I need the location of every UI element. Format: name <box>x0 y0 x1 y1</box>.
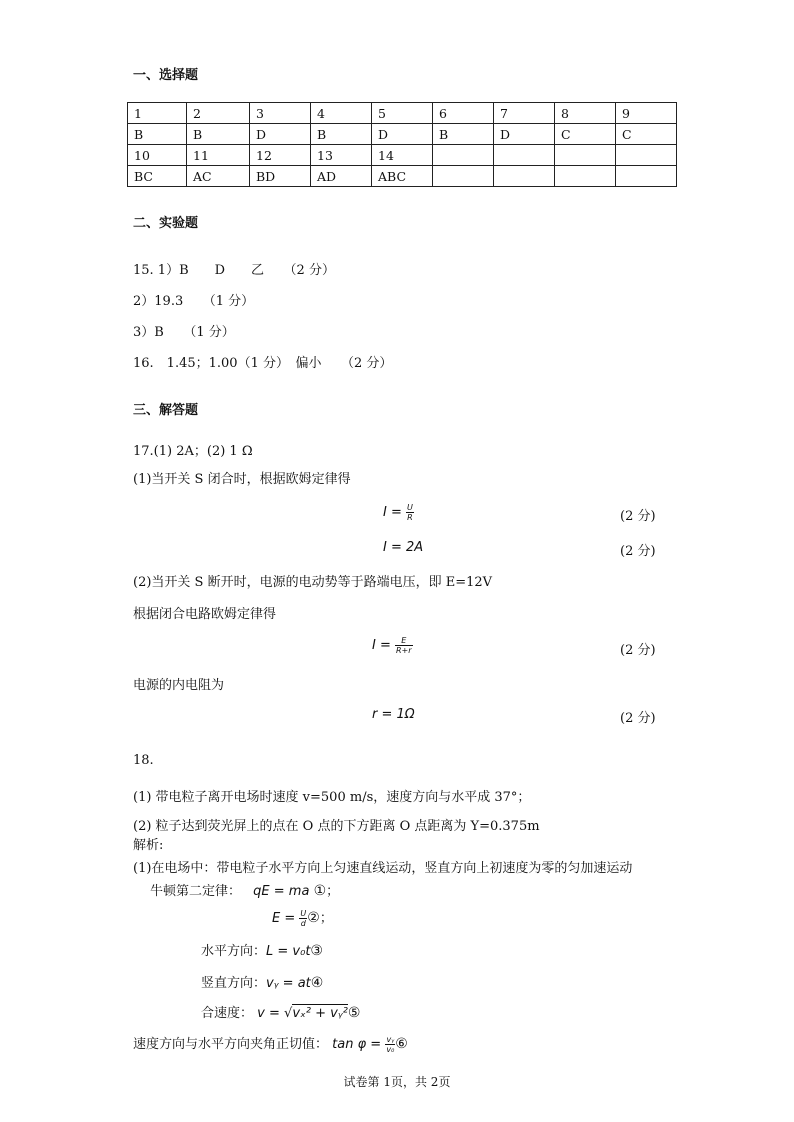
answer-table-cell: BD <box>250 166 311 187</box>
q17-line4: 电源的内电阻为 <box>133 678 225 693</box>
answer-table-cell: 7 <box>494 103 555 124</box>
answer-table-row <box>128 103 677 124</box>
answer-table-cell: B <box>433 124 494 145</box>
answer-table-row <box>128 145 677 166</box>
answer-table-cell: C <box>616 124 677 145</box>
answer-table-cell <box>555 166 616 187</box>
eq1-fraction <box>406 503 414 522</box>
q18-horizontal <box>201 940 323 959</box>
q17-eq3 <box>372 636 413 655</box>
tangent-num: vᵧ <box>386 1035 395 1044</box>
answer-table-cell <box>494 145 555 166</box>
q18-answer1: (1) 带电粒子离开电场时速度 v=500 m/s，速度方向与水平成 37°； <box>133 790 531 805</box>
answer-table-cell: ABC <box>372 166 433 187</box>
q18-field <box>272 907 333 928</box>
q17-line1: (1)当开关 S 闭合时，根据欧姆定律得 <box>133 472 351 487</box>
answer-table-cell: B <box>128 124 187 145</box>
section-heading-choice: 一、选择题 <box>133 68 199 83</box>
answer-table-cell: 9 <box>616 103 677 124</box>
mark-circled-1: ① <box>313 883 327 899</box>
page-footer: 试卷第 1页，共 2页 <box>343 1075 451 1089</box>
answer-table-cell: C <box>555 124 616 145</box>
answer-table-cell: 10 <box>128 145 187 166</box>
mark-circled-4: ④ <box>310 975 324 991</box>
answer-table-row <box>128 124 677 145</box>
answer-table-cell: 12 <box>250 145 311 166</box>
combined-radicand: vₓ² + vᵧ² <box>292 1006 348 1021</box>
answer-table-cell: 11 <box>187 145 250 166</box>
answer-table-cell: 1 <box>128 103 187 124</box>
q18-newton <box>150 880 339 899</box>
q18-answer2: (2) 粒子达到荧光屏上的点在 O 点的下方距离 O 点距离为 Y=0.375m <box>133 819 540 834</box>
eq3-fraction <box>395 636 413 655</box>
q17-score1: (2 分) <box>620 509 656 524</box>
field-den: d <box>300 919 306 928</box>
q18-line1: (1)在电场中：带电粒子水平方向上匀速直线运动，竖直方向上初速度为零的匀加速运动 <box>133 861 633 876</box>
answer-table-cell: 4 <box>311 103 372 124</box>
q17-eq4: r = 1Ω <box>372 707 415 722</box>
answer-table-cell: 8 <box>555 103 616 124</box>
answer-table-cell <box>616 166 677 187</box>
answer-table-cell: B <box>311 124 372 145</box>
q17-score4: (2 分) <box>620 711 656 726</box>
answer-table-cell: 3 <box>250 103 311 124</box>
tangent-lhs: tan φ = <box>332 1037 382 1052</box>
mark-circled-3: ③ <box>310 943 323 959</box>
q18-combined: 合速度： v = √vₓ² + vᵧ²⑤ <box>201 1005 361 1021</box>
q17-score2: (2 分) <box>620 544 656 559</box>
answer-table-cell: D <box>372 124 433 145</box>
answer-table-cell <box>433 145 494 166</box>
answer-table-cell <box>494 166 555 187</box>
q17-eq2: I = 2A <box>383 540 424 555</box>
q17-eq1 <box>383 503 414 522</box>
tangent-fraction <box>385 1035 395 1054</box>
section-heading-solution: 三、解答题 <box>133 403 199 418</box>
answer-table-cell <box>433 166 494 187</box>
answer-table-cell <box>616 145 677 166</box>
q15-part3: 3）B （1 分） <box>133 325 235 340</box>
answer-table-cell: D <box>494 124 555 145</box>
q17-answer: 17.(1) 2A；(2) 1 Ω <box>133 444 253 459</box>
q18-analysis-label: 解析: <box>133 838 164 853</box>
q18-tangent <box>133 1033 408 1054</box>
newton-label: 牛顿第二定律： <box>150 884 242 899</box>
eq1-den: R <box>407 513 413 522</box>
q15-part2: 2）19.3 （1 分） <box>133 294 255 309</box>
q17-score3: (2 分) <box>620 643 656 658</box>
mark-circled-6: ⑥ <box>395 1036 408 1052</box>
q15-part1: 15. 1）B D 乙 （2 分） <box>133 263 335 278</box>
mark2-tail: ； <box>319 911 333 926</box>
answer-table-cell: D <box>250 124 311 145</box>
answer-table-cell <box>555 145 616 166</box>
q18-number: 18. <box>133 753 154 768</box>
q17-line3: 根据闭合电路欧姆定律得 <box>133 607 277 622</box>
field-num: U <box>300 909 307 918</box>
answer-table-cell: BC <box>128 166 187 187</box>
answer-table-cell: AD <box>311 166 372 187</box>
answer-table-cell: 13 <box>311 145 372 166</box>
horizontal-equation: L = v₀t <box>266 944 311 959</box>
mark-circled-5: ⑤ <box>347 1005 361 1021</box>
combined-lhs: v = <box>257 1006 280 1021</box>
answer-table-cell: 14 <box>372 145 433 166</box>
eq3-num: E <box>395 636 413 646</box>
vertical-equation: vᵧ = at <box>266 976 311 991</box>
q18-vertical <box>201 972 323 991</box>
field-lhs: E = <box>272 911 296 926</box>
horizontal-label: 水平方向： <box>201 944 267 959</box>
mark1-tail: ； <box>326 884 340 899</box>
combined-label: 合速度： <box>201 1006 254 1021</box>
tangent-label: 速度方向与水平方向夹角正切值： <box>133 1037 329 1052</box>
answer-table-cell: 2 <box>187 103 250 124</box>
answer-table-row <box>128 166 677 187</box>
answer-table <box>127 102 677 187</box>
newton-equation: qE = ma <box>253 884 310 899</box>
tangent-den: v₀ <box>386 1045 395 1054</box>
mark-circled-2: ② <box>307 910 320 926</box>
answer-table-cell: 6 <box>433 103 494 124</box>
eq3-den: R+r <box>396 646 412 655</box>
q16-answer: 16. 1.45；1.00（1 分） 偏小 （2 分） <box>133 356 393 371</box>
eq1-num: U <box>407 503 413 512</box>
answer-table-cell: 5 <box>372 103 433 124</box>
vertical-label: 竖直方向： <box>201 976 267 991</box>
section-heading-experiment: 二、实验题 <box>133 216 199 231</box>
eq3-lhs: I = <box>372 638 391 653</box>
q17-line2: (2)当开关 S 断开时，电源的电动势等于路端电压，即 E=12V <box>133 575 493 590</box>
answer-table-cell: B <box>187 124 250 145</box>
eq1-lhs: I = <box>383 505 402 520</box>
answer-table-cell: AC <box>187 166 250 187</box>
